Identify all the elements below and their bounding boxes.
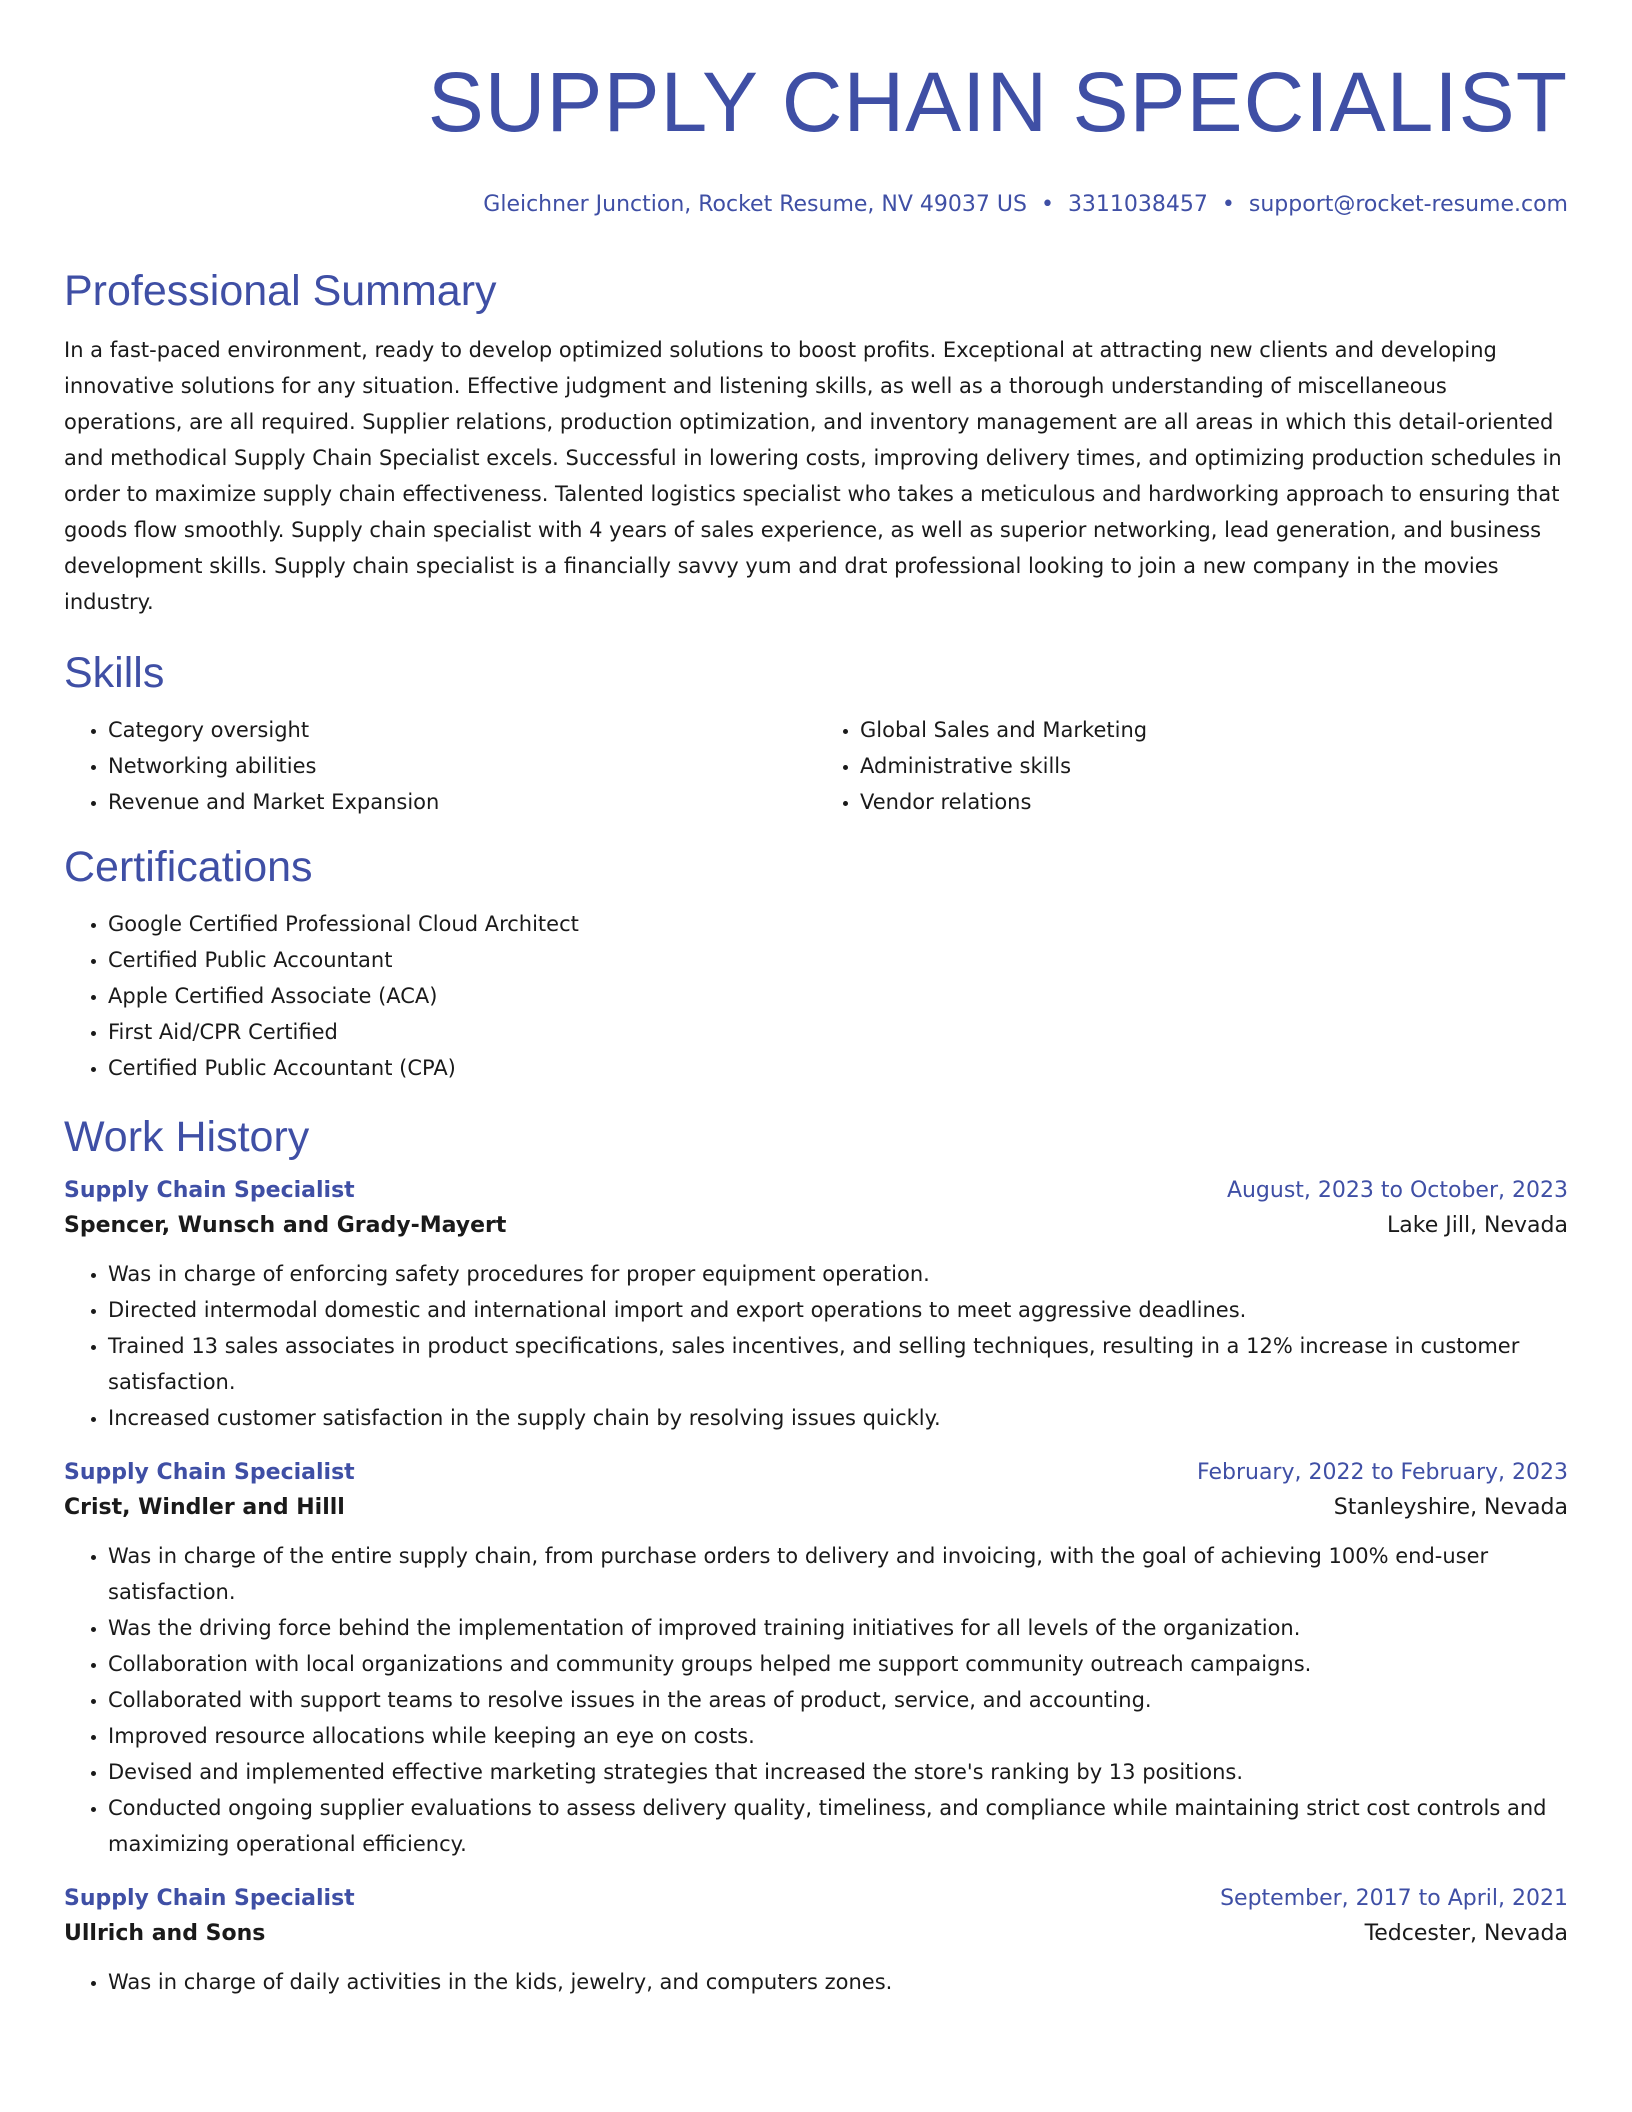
job-bullet: • Improved resource allocations while keeping an eye on costs. [108,1718,1568,1754]
contact-line [64,190,1568,220]
skill-item: • Revenue and Market Expansion [108,784,816,820]
job-bullet: • Increased customer satisfaction in the supply chain by resolving issues quickly. [108,1400,1568,1436]
skills-left-column [64,712,816,820]
job-dates: September, 2017 to April, 2021 [1220,1886,1568,1911]
work-history-section [64,1112,1568,2000]
job-company: Ullrich and Sons [64,1921,266,1946]
job-entry [64,1884,1568,2000]
job-dates: August, 2023 to October, 2023 [1226,1178,1568,1203]
job-dates: February, 2022 to February, 2023 [1197,1460,1568,1485]
contact-phone: 3311038457 [1067,192,1208,217]
summary-paragraph: In a fast-paced environment, ready to develop optimized solutions to boost profits. Exceptional at attracting new clients and developing innovative solutions for any situation. Effective judgment and listening skills, as well as a thorough understanding of miscellaneous operations, are all required. Supplier relations, production optimization, and inventory management are all areas in which this detail-oriented and methodical Supply Chain Specialist excels. Successful in lowering costs, improving delivery times, and optimizing production schedules in order to maximize supply chain effectiveness. Talented logistics specialist who takes a meticulous and hardworking approach to ensuring that goods flow smoothly. Supply chain specialist with 4 years of sales experience, as well as superior networking, lead generation, and business development skills. Supply chain specialist is a financially savvy yum and drat professional looking to join a new company in the movies industry. [64,338,1562,614]
certification-item: • Certified Public Accountant (CPA) [108,1050,1568,1086]
job-title-row [64,1884,1568,1914]
certification-item: • Google Certified Professional Cloud Architect [108,906,1568,942]
certifications-list [64,906,1568,1086]
skill-item: • Vendor relations [860,784,1568,820]
skills-grid [64,712,1568,820]
contact-separator: • [1040,192,1054,217]
contact-separator: • [1221,192,1235,217]
job-bullet: • Was in charge of daily activities in the kids, jewelry, and computers zones. [108,1964,1568,2000]
job-entry [64,1458,1568,1862]
job-title-row [64,1458,1568,1488]
resume-name: SUPPLY CHAIN SPECIALIST [427,55,1568,149]
job-bullet: • Directed intermodal domestic and international import and export operations to meet aggressive deadlines. [108,1292,1568,1328]
job-bullet: • Was the driving force behind the implementation of improved training initiatives for all levels of the organization. [108,1610,1568,1646]
job-bullet: • Collaboration with local organizations and community groups helped me support community outreach campaigns. [108,1646,1568,1682]
job-location: Lake Jill, Nevada [1387,1213,1568,1238]
job-bullet: • Conducted ongoing supplier evaluations to assess delivery quality, timeliness, and compliance while maintaining strict cost controls and maximizing operational efficiency. [108,1790,1568,1862]
summary-heading: Professional Summary [64,267,497,315]
job-company-row [64,1914,1568,1954]
job-company: Crist, Windler and Hilll [64,1495,345,1520]
job-title: Supply Chain Specialist [64,1460,355,1485]
certification-item: • Certified Public Accountant [108,942,1568,978]
skills-heading: Skills [64,649,165,697]
job-location: Stanleyshire, Nevada [1333,1495,1568,1520]
certifications-heading: Certifications [64,843,313,891]
contact-email[interactable]: support@rocket-resume.com [1248,192,1568,217]
job-location: Tedcester, Nevada [1364,1921,1568,1946]
summary-section [64,266,1568,620]
job-bullets [64,1538,1568,1862]
skill-item: • Category oversight [108,712,816,748]
work-history-heading: Work History [64,1113,310,1161]
job-bullet: • Was in charge of enforcing safety procedures for proper equipment operation. [108,1256,1568,1292]
skill-item: • Networking abilities [108,748,816,784]
certification-item: • Apple Certified Associate (ACA) [108,978,1568,1014]
job-title: Supply Chain Specialist [64,1886,355,1911]
job-bullet: • Trained 13 sales associates in product specifications, sales incentives, and selling techniques, resulting in a 12% increase in customer satisfaction. [108,1328,1568,1400]
skills-section [64,648,1568,820]
job-title-row [64,1176,1568,1206]
job-title: Supply Chain Specialist [64,1178,355,1203]
job-bullets [64,1964,1568,2000]
certification-item: • First Aid/CPR Certified [108,1014,1568,1050]
job-company: Spencer, Wunsch and Grady-Mayert [64,1213,507,1238]
job-bullet: • Was in charge of the entire supply chain, from purchase orders to delivery and invoicing, with the goal of achieving 100% end-user satisfaction. [108,1538,1568,1610]
job-bullets [64,1256,1568,1436]
job-bullet: • Devised and implemented effective marketing strategies that increased the store's ranking by 13 positions. [108,1754,1568,1790]
job-company-row [64,1206,1568,1246]
skills-right-column [816,712,1568,820]
job-company-row [64,1488,1568,1528]
skill-item: • Global Sales and Marketing [860,712,1568,748]
job-entry [64,1176,1568,1436]
job-bullet: • Collaborated with support teams to resolve issues in the areas of product, service, and accounting. [108,1682,1568,1718]
contact-address: Gleichner Junction, Rocket Resume, NV 49037 US [483,192,1027,217]
certifications-section [64,842,1568,1086]
skill-item: • Administrative skills [860,748,1568,784]
